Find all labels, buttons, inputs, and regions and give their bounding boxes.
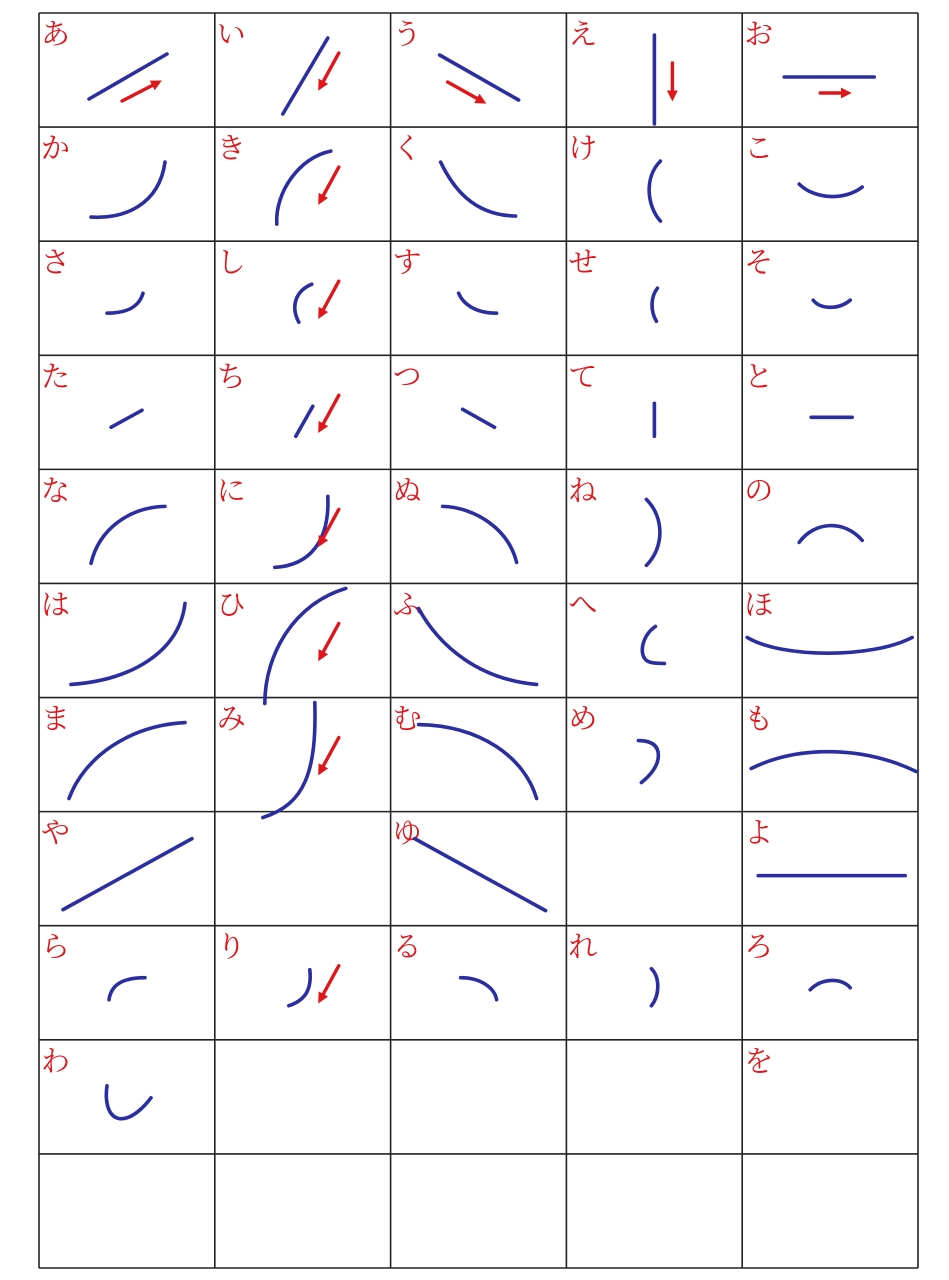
- stroke-shape: [810, 980, 850, 989]
- kana-label: わ: [41, 1043, 71, 1078]
- kana-cell: [217, 245, 339, 322]
- stroke-shape: [813, 300, 850, 307]
- kana-cell: [41, 131, 165, 217]
- kana-label: る: [392, 929, 422, 964]
- kana-cell: [568, 702, 658, 783]
- stroke-shape: [459, 293, 497, 313]
- kana-label: も: [744, 701, 774, 736]
- stroke-shape: [649, 161, 660, 221]
- kana-cell: [744, 17, 874, 93]
- kana-label: に: [216, 473, 246, 508]
- kana-cell: [393, 17, 519, 101]
- kana-label: ね: [568, 473, 598, 508]
- kana-cell: [217, 930, 339, 1006]
- stroke-shape: [747, 637, 912, 653]
- kana-cell: [568, 930, 657, 1006]
- kana-label: ぬ: [392, 473, 422, 508]
- kana-label: れ: [568, 929, 598, 964]
- direction-arrow-icon: [321, 53, 339, 86]
- kana-cell: [568, 245, 657, 321]
- kana-cell: [744, 930, 850, 990]
- kana-cell: [744, 816, 905, 876]
- kana-cell: [217, 131, 339, 224]
- stroke-shape: [89, 54, 167, 99]
- kana-cell: [41, 245, 143, 313]
- kana-cell: [568, 359, 654, 436]
- kana-cell: [393, 473, 517, 562]
- stroke-shape: [91, 506, 165, 563]
- kana-label: や: [41, 815, 71, 850]
- kana-label: つ: [392, 359, 422, 394]
- stroke-shape: [277, 151, 331, 224]
- kana-label: あ: [41, 17, 71, 51]
- kana-cell: [217, 702, 339, 818]
- stroke-shape: [289, 970, 310, 1006]
- stroke-shape: [443, 506, 517, 562]
- kana-cell: [393, 245, 497, 313]
- kana-label: り: [216, 929, 246, 964]
- stroke-shape: [91, 162, 165, 217]
- stroke-shape: [283, 38, 328, 114]
- kana-cell: [217, 359, 339, 436]
- kana-label: え: [568, 17, 598, 51]
- kana-cell: [41, 930, 145, 1000]
- kana-cell: [568, 587, 664, 663]
- stroke-shape: [440, 55, 519, 100]
- kana-cell: [568, 131, 660, 221]
- direction-arrow-icon: [321, 395, 339, 428]
- kana-label: し: [216, 245, 246, 280]
- kana-label: ひ: [216, 587, 246, 622]
- kana-cell: [744, 702, 916, 772]
- direction-arrow-icon: [448, 82, 482, 101]
- direction-arrow-icon: [321, 966, 339, 999]
- kana-label: ろ: [744, 929, 774, 964]
- kana-label: な: [41, 473, 71, 508]
- stroke-shape: [109, 978, 145, 1000]
- stroke-shape: [799, 184, 862, 196]
- stroke-shape: [295, 284, 312, 322]
- kana-cell: [393, 702, 537, 799]
- stroke-shape: [296, 406, 313, 436]
- kana-cell: [393, 587, 537, 684]
- kana-label: せ: [568, 245, 598, 280]
- kana-cell: [41, 359, 142, 427]
- kana-label: と: [744, 359, 774, 394]
- direction-arrow-icon: [321, 738, 339, 771]
- kana-cell: [41, 816, 192, 910]
- kana-cell: [744, 359, 852, 417]
- kana-label: よ: [744, 815, 774, 850]
- stroke-shape: [63, 839, 192, 910]
- kana-label: う: [392, 17, 422, 51]
- cells: [41, 17, 916, 1119]
- stroke-shape: [441, 162, 516, 216]
- kana-cell: [217, 473, 339, 567]
- stroke-shape: [106, 1086, 151, 1119]
- kana-cell: [41, 17, 167, 101]
- direction-arrow-icon: [321, 281, 339, 314]
- kana-label: ほ: [744, 587, 774, 622]
- stroke-shape: [265, 588, 346, 703]
- kana-label: み: [216, 701, 246, 736]
- kana-cell: [568, 17, 672, 124]
- kana-cell: [41, 702, 185, 799]
- kana-label: た: [41, 359, 71, 394]
- stroke-shape: [415, 839, 546, 911]
- kana-label: へ: [568, 587, 598, 622]
- direction-arrow-icon: [321, 623, 339, 656]
- stroke-shape: [69, 723, 185, 799]
- kana-cell: [568, 473, 660, 565]
- stroke-shape: [651, 969, 657, 1006]
- stroke-shape: [646, 499, 660, 565]
- stroke-shape: [111, 410, 142, 427]
- stroke-shape: [751, 752, 916, 772]
- kana-label: こ: [744, 131, 774, 166]
- stroke-shape: [642, 626, 664, 663]
- stroke-shape: [263, 703, 315, 818]
- kana-cell: [41, 1044, 151, 1119]
- kana-cell: [217, 17, 339, 114]
- stroke-shape: [419, 608, 537, 684]
- kana-label: む: [392, 701, 422, 736]
- direction-arrow-icon: [321, 167, 339, 200]
- kana-cell: [744, 473, 862, 542]
- kana-label: ゆ: [392, 815, 422, 850]
- kana-label: て: [568, 359, 598, 394]
- kana-cell: [217, 587, 346, 703]
- stroke-shape: [799, 526, 862, 543]
- direction-arrow-icon: [321, 509, 339, 542]
- kana-label: を: [744, 1043, 774, 1078]
- kana-cell: [744, 131, 862, 196]
- stroke-shape: [638, 741, 658, 783]
- stroke-shape: [71, 603, 185, 684]
- kana-label: め: [568, 701, 598, 736]
- kana-label: ら: [41, 929, 71, 964]
- kana-cell: [744, 587, 912, 653]
- kana-label: す: [392, 245, 422, 280]
- kana-label: の: [744, 473, 774, 508]
- kana-label: け: [568, 131, 598, 166]
- kana-cell: [41, 473, 165, 563]
- kana-cell: [744, 245, 850, 307]
- stroke-shape: [652, 288, 657, 321]
- kana-label: さ: [41, 245, 71, 280]
- kana-cell: [744, 1044, 773, 1078]
- kana-cell: [41, 587, 185, 684]
- kana-label: い: [216, 17, 246, 51]
- stroke-shape: [107, 293, 143, 313]
- kana-label: お: [744, 17, 774, 51]
- stroke-shape: [461, 978, 497, 1000]
- kana-cell: [393, 816, 546, 911]
- kana-label: ま: [41, 701, 71, 736]
- stroke-shape: [275, 496, 328, 567]
- kana-label: き: [216, 131, 246, 166]
- kana-label: は: [41, 587, 71, 622]
- kana-label: く: [392, 131, 422, 166]
- kana-label: ち: [216, 359, 246, 394]
- stroke-shape: [463, 409, 495, 427]
- kana-cell: [393, 359, 495, 427]
- stroke-shape: [419, 725, 537, 799]
- kana-cell: [393, 131, 516, 216]
- kana-label: ふ: [392, 587, 422, 622]
- kana-label: か: [41, 131, 71, 166]
- kana-label: そ: [744, 245, 774, 280]
- direction-arrow-icon: [122, 83, 157, 101]
- kana-cell: [393, 930, 497, 1000]
